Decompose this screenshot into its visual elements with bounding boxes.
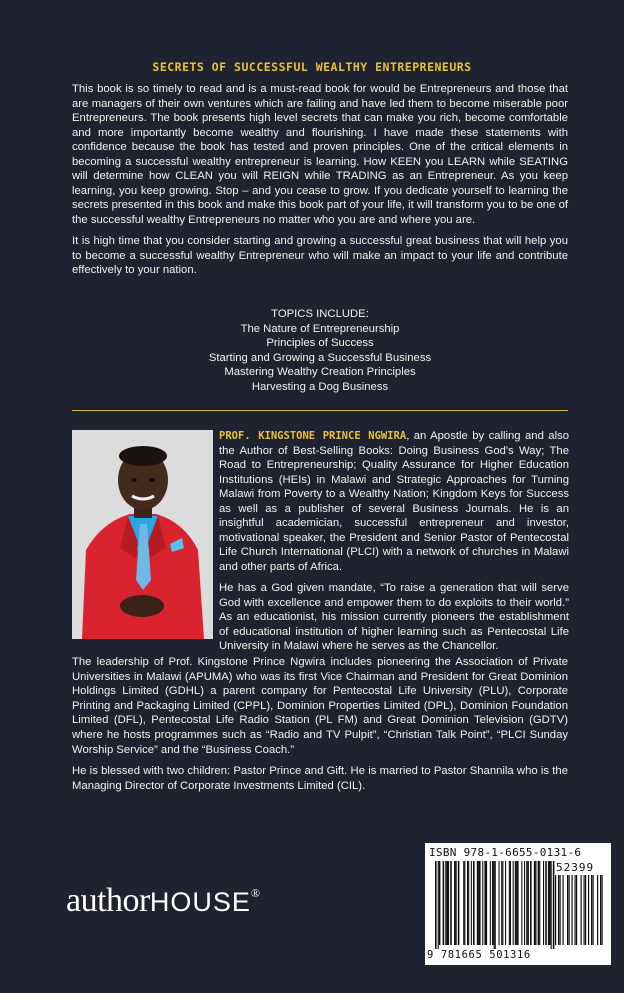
barcode-bar (539, 861, 540, 945)
author-photo (72, 430, 213, 639)
addon-bar (567, 875, 568, 945)
intro-paragraph-2: It is high time that you consider starting and growing a successful great business that will help you to become a successful wealthy Entrepreneur who will make an impact to your life and contribute effectively to your nation. (72, 235, 568, 276)
barcode-bar (486, 861, 487, 945)
publisher-logo-part2: HOUSE (149, 887, 251, 917)
barcode-bar (492, 861, 494, 945)
barcode-bar (456, 861, 457, 945)
barcode-bar (501, 861, 502, 945)
barcode-bar (551, 861, 552, 949)
barcode-bar (480, 861, 481, 945)
author-leadership (72, 655, 568, 800)
author-bio-paragraph-4: He is blessed with two children: Pastor Prince and Gift. He is married to Pastor Shannila who is the Managing Director of Corporate Investments Limited (CIL). (72, 765, 568, 792)
addon-bar (593, 875, 594, 945)
intro-paragraph-1: This book is so timely to read and is a must-read book for would be Entrepreneurs and those that are managers of their own ventures which are failing and have led them to become miserable poor Entrepreneurs. The book presents high level secrets that can make you rich, become comfortable and more importantly become wealthy and flourishing. I have made these statements with confidence because the book has tested and proven principles. One of the critical elements in becoming a successful wealthy entrepreneur is learning. How KEEN you LEARN while SEATING will determine how CLEAN you will REIGN while TRADING as an Entrepreneur. As you keep learning, you keep growing. Stop – and you cease to grow. If you dedicate yourself to learning the secrets presented in this book and make this book part of your life, it will transform you to be one of the successful wealthy Entrepreneurs no matter who you are and where you are. (72, 83, 568, 226)
barcode-bar (524, 861, 525, 945)
barcode-bar (518, 861, 519, 945)
barcode-bar (499, 861, 500, 945)
topic-item: Harvesting a Dog Business (251, 380, 389, 393)
barcode-bar (521, 861, 522, 945)
registered-mark: ® (250, 886, 260, 900)
addon-bar (581, 875, 582, 945)
topic-item: Starting and Growing a Successful Business (208, 351, 432, 364)
topics-list (72, 307, 568, 395)
barcode-bar (464, 861, 465, 945)
barcode-bar (473, 861, 475, 945)
section-divider (72, 410, 568, 411)
barcode-bar (448, 861, 449, 945)
barcode-bar (471, 861, 472, 945)
barcode-bar (515, 861, 517, 945)
intro-section (72, 82, 568, 285)
book-title: SECRETS OF SUCCESSFUL WEALTHY ENTREPRENEURS (152, 60, 472, 74)
topic-item: Principles of Success (266, 337, 374, 350)
barcode-digits: 9 781665 501316 (427, 949, 531, 961)
barcode-bar (438, 861, 439, 949)
addon-bar (602, 875, 603, 945)
topic-item: The Nature of Entrepreneurship (240, 322, 400, 335)
topics-heading: TOPICS INCLUDE: (271, 308, 369, 320)
addon-bar (588, 875, 589, 945)
addon-bar (558, 875, 559, 945)
author-bio (219, 429, 569, 661)
barcode-bar (510, 861, 511, 945)
addon-bar (591, 875, 592, 945)
barcode-bar (478, 861, 479, 945)
barcode-bar (526, 861, 528, 945)
addon-bar (560, 875, 561, 945)
barcode-bar (516, 861, 517, 945)
publisher-logo-part1: author (66, 882, 150, 919)
barcode-bar (502, 861, 503, 945)
barcode-bar (553, 861, 555, 949)
barcode-bar (513, 861, 514, 945)
barcode-bar (530, 861, 532, 945)
barcode-bar (494, 861, 495, 949)
barcode-bar (446, 861, 448, 945)
barcode-bar (435, 861, 437, 949)
isbn-text: ISBN 978-1-6655-0131-6 (429, 846, 582, 859)
barcode-bar (528, 861, 529, 945)
addon-bar (585, 875, 586, 945)
publisher-logo (66, 882, 260, 920)
author-bio-paragraph-3: The leadership of Prof. Kingstone Prince Ngwira includes pioneering the Association of Private Universities in Malawi (APUMA) who was its first Vice Chairman and President for Great Dominion Holdings Limited (GDHL) a parent company for Pentecostal Life University (PLU), Corporate Printing and Packaging Limited (CPPL), Dominion Properties Limited (DPL), Dominion Foundation Limited (DFL), Pentecostal Life Radio Station (PL FM) and Great Dominion Television (GDTV) where he hosts programmes such as “Radio and TV Pulpit”, “Christian Talk Point”, “PLCI Sunday Worship Service” and the “Business Coach.” (72, 656, 568, 756)
barcode-bar (463, 861, 464, 945)
barcode-bar (450, 861, 452, 945)
barcode-bar (445, 861, 446, 945)
author-bio-paragraph-1 (219, 429, 569, 574)
barcode-bar (458, 861, 460, 945)
barcode-bar (484, 861, 486, 945)
barcode-bar (443, 861, 445, 945)
addon-bar (569, 875, 570, 945)
addon-bar (563, 875, 564, 945)
barcode-icon (425, 843, 611, 965)
barcode-bar (534, 861, 536, 945)
addon-bar (575, 875, 576, 945)
barcode-bar (439, 861, 441, 945)
barcode-panel (425, 843, 611, 965)
barcode-bar (467, 861, 468, 945)
barcode-bar (545, 861, 547, 945)
author-bio-paragraph-2: He has a God given mandate, “To raise a generation that will serve God with excellence and empower them to do exploits to their world.” As an educationist, his mission currently pioneers the establishment of educational institution of higher learning such as Pentecostal Life University in Malawi where he serves as the Chancellor. (219, 582, 569, 652)
addon-bar (572, 875, 573, 945)
barcode-bar (535, 861, 536, 945)
topic-item: Mastering Wealthy Creation Principles (224, 366, 416, 379)
barcode-bar (482, 861, 483, 945)
addon-bar (555, 875, 556, 945)
barcode-bar (509, 861, 510, 945)
barcode-bar (505, 861, 506, 945)
addon-bar (597, 875, 598, 945)
author-bio-text: , an Apostle by calling and also the Author of Best-Selling Books: Doing Business God's Way; The Road to Entrepreneurship; Quality Assurance for Higher Education Institutions (HEIs) in Malawi and Strategic Approaches for Turning Malawi from Poverty to a Wealthy Nation; Kingdom Keys for Success as well as a publisher of several Business Journals. He is an insightful academician, successful entrepreneur and investor, motivational speaker, the President and Senior Pastor of Pentecostal Life Church International (PLCI) with a network of churches in Malawi and other parts of Africa. (219, 430, 570, 573)
barcode-bar (549, 861, 551, 945)
barcode-bar (490, 861, 491, 945)
barcode-bar (548, 861, 549, 945)
author-portrait-illustration (72, 430, 213, 639)
addon-bar (600, 875, 601, 945)
addon-bar (576, 875, 577, 945)
barcode-bar (543, 861, 544, 945)
price-code: 52399 (556, 861, 595, 874)
author-name: PROF. KINGSTONE PRINCE NGWIRA (219, 430, 407, 442)
barcode-bar (468, 861, 469, 945)
barcode-bar (495, 861, 496, 949)
addon-bar (584, 875, 585, 945)
barcode-bar (538, 861, 540, 945)
barcode-bar (477, 861, 479, 945)
barcode-bar (454, 861, 456, 945)
